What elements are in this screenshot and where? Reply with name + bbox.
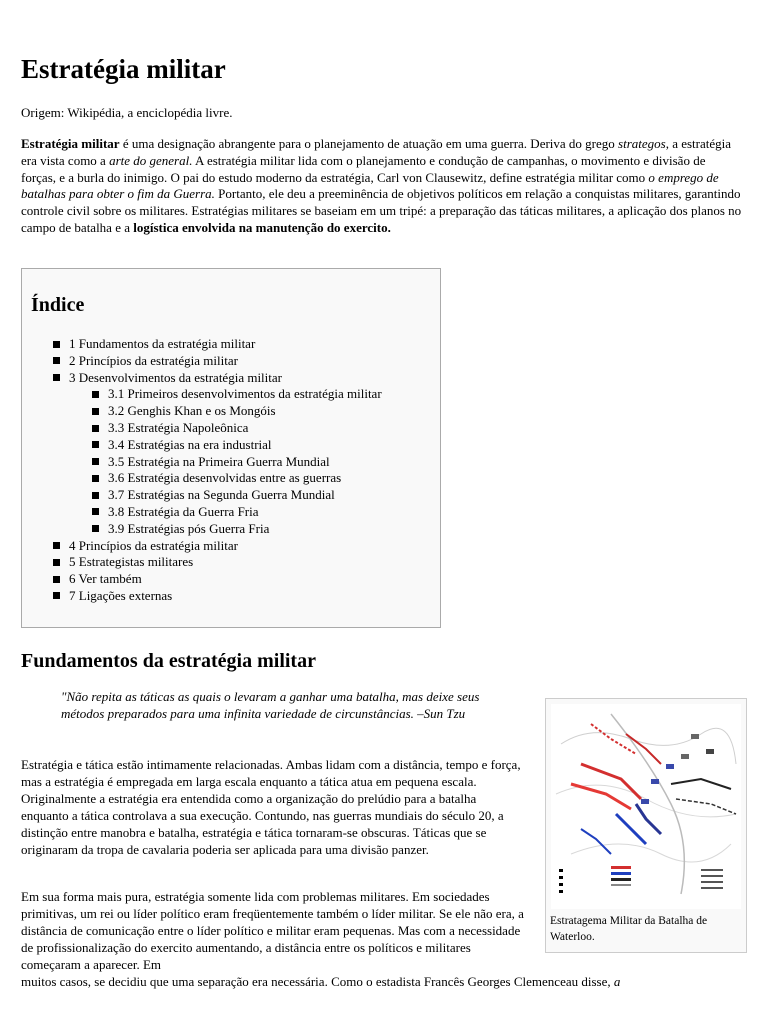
toc-item[interactable]: 3 Desenvolvimentos da estratégia militar 3.1 Primeiros desenvolvimentos da estratégia militar 3.2 Genghis Khan e os Mongóis 3.3 Estratégia Napoleônica 3.4 Estratégias na era industrial 3.5 Estratégia na Primeira Guerra Mundial 3.6 Estratégia desenvolvidas entre as guerras 3.7 Estratégias na Segunda Guerra Mundial 3.8 Estratégia da Guerra Fria 3.9 Estratégias pós Guerra Fria xyxy=(53,370,382,538)
intro-logistica: logística envolvida na manutenção do exercito. xyxy=(133,219,391,235)
toc-item[interactable]: 5 Estrategistas militares xyxy=(53,554,382,571)
square-bullet-icon xyxy=(53,576,60,583)
toc-item[interactable]: 7 Ligações externas xyxy=(53,588,382,605)
square-bullet-icon xyxy=(53,559,60,566)
square-bullet-icon xyxy=(92,475,99,482)
intro-text-4: Portanto, ele deu a preeminência de objetivos políticos em relação a conquistas militares, garantindo controle civil sobre os militares. Estratégias militares se baseiam em um tripé: a preparação das táticas militares, a aplicação dos planos no campo de batalha e a xyxy=(21,186,742,235)
toc-list xyxy=(53,336,382,605)
square-bullet-icon xyxy=(92,492,99,499)
square-bullet-icon xyxy=(92,508,99,515)
toc-subitem[interactable]: 3.6 Estratégia desenvolvidas entre as guerras xyxy=(92,470,382,487)
square-bullet-icon xyxy=(53,592,60,599)
origin-note: Origem: Wikipédia, a enciclopédia livre. xyxy=(21,105,233,120)
section-heading: Fundamentos da estratégia militar xyxy=(21,650,316,672)
toc-title: Índice xyxy=(31,294,85,316)
intro-paragraph xyxy=(21,136,743,237)
body-paragraph-1: Estratégia e tática estão intimamente relacionadas. Ambas lidam com a distância, tempo e força, mas a estratégia é empregada em larga escala enquanto a tática atua em pequena escala. Originalmente a estratégia era entendida como a organização do prelúdio para a batalha enquanto a tática controlava a sua execução. Contundo, nas guerras mundiais do século 20, a distinção entre manobra e batalha, estratégia e tática tornaram-se obscuras. Táticas que se originaram da tropa de cavalaria poderia ser aplicada para uma divisão panzer. xyxy=(21,757,521,857)
intro-text-1: é uma designação abrangente para o planejamento de atuação em uma guerra. Deriva do grego xyxy=(119,136,619,151)
intro-emprego: o emprego de batalhas para obter o fim da Guerra. xyxy=(21,169,719,202)
square-bullet-icon xyxy=(92,525,99,532)
square-bullet-icon xyxy=(53,374,60,381)
square-bullet-icon xyxy=(92,408,99,415)
page-title: Estratégia militar xyxy=(21,54,226,84)
intro-arte: arte do general. xyxy=(109,152,193,168)
toc-subitem[interactable]: 3.8 Estratégia da Guerra Fria xyxy=(92,504,382,521)
toc-subitem[interactable]: 3.9 Estratégias pós Guerra Fria xyxy=(92,521,382,538)
toc-item[interactable]: 4 Princípios da estratégia militar xyxy=(53,538,382,555)
square-bullet-icon xyxy=(53,542,60,549)
sun-tzu-quote: "Não repita as táticas as quais o levaram a ganhar uma batalha, mas deixe seus métodos preparados para uma infinita variedade de circunstâncias. –Sun Tzu xyxy=(61,689,480,721)
toc-item[interactable]: 2 Princípios da estratégia militar xyxy=(53,353,382,370)
square-bullet-icon xyxy=(92,425,99,432)
square-bullet-icon xyxy=(53,341,60,348)
body-paragraph-2-cont: muitos casos, se decidiu que uma separação era necessária. Como o estadista Francês Georges Clemenceau disse, xyxy=(21,974,614,989)
square-bullet-icon xyxy=(92,441,99,448)
intro-text-3: A estratégia militar lida com o planejamento e condução de campanhas, o movimento e divisão de forças, e a burla do inimigo. O pai do estudo moderno da estratégia, Carl von Clausewitz, define estratégia militar como xyxy=(21,152,706,185)
toc-subitem[interactable]: 3.7 Estratégias na Segunda Guerra Mundial xyxy=(92,487,382,504)
toc-subitem[interactable]: 3.3 Estratégia Napoleônica xyxy=(92,420,382,437)
intro-strategos: strategos xyxy=(618,136,666,151)
intro-text-2: , a estratégia era vista como a xyxy=(21,136,732,168)
toc-subitem[interactable]: 3.2 Genghis Khan e os Mongóis xyxy=(92,403,382,420)
square-bullet-icon xyxy=(92,458,99,465)
waterloo-battle-map-image[interactable] xyxy=(551,704,741,909)
toc-sublist xyxy=(92,386,382,537)
toc-subitem[interactable]: 3.1 Primeiros desenvolvimentos da estratégia militar xyxy=(92,386,382,403)
toc-subitem[interactable]: 3.4 Estratégias na era industrial xyxy=(92,437,382,454)
toc-item[interactable]: 6 Ver também xyxy=(53,571,382,588)
toc-item[interactable]: 1 Fundamentos da estratégia militar xyxy=(53,336,382,353)
intro-bold-term: Estratégia militar xyxy=(21,136,120,151)
body-paragraph-2-start: Em sua forma mais pura, estratégia somente lida com problemas militares. Em sociedades primitivas, um rei ou líder político eram freqüentemente também o líder militar. Se ele não era, a distância de comunicação entre o líder político e militar eram pequenas. Mas com a necessidade de profissionalização do exercito aumentando, a distância entre os políticos e militares começaram a aparecer. Em xyxy=(21,889,524,972)
square-bullet-icon xyxy=(53,357,60,364)
body-paragraph-2-tail: a xyxy=(613,974,621,989)
square-bullet-icon xyxy=(92,391,99,398)
waterloo-figure xyxy=(545,698,747,953)
toc-subitem[interactable]: 3.5 Estratégia na Primeira Guerra Mundial xyxy=(92,454,382,471)
figure-caption: Estratagema Militar da Batalha de Waterloo. xyxy=(550,915,708,943)
